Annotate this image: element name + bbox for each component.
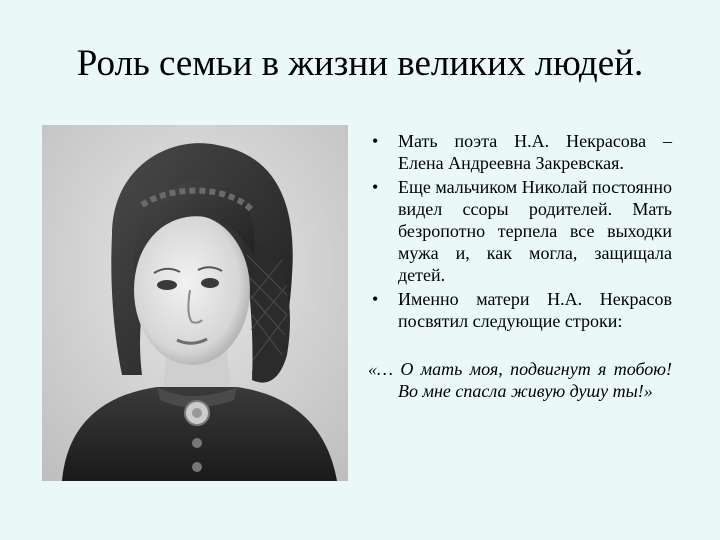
bullet-icon: •: [372, 131, 379, 151]
bullet-icon: •: [372, 289, 379, 309]
portrait-photo: [42, 125, 348, 481]
poem-quote: «… О мать моя, подвигнут я тобою! Во мне спасла живую душу ты!»: [368, 359, 672, 401]
slide-content: [368, 130, 672, 402]
bullet-icon: •: [372, 177, 379, 197]
bullet-item: [368, 288, 672, 332]
bullet-item: [368, 130, 672, 174]
portrait-icon: [42, 125, 348, 481]
bullet-item: [368, 176, 672, 286]
bullet-text: Именно матери Н.А. Некрасов посвятил следующие строки:: [398, 289, 672, 331]
slide-title: Роль семьи в жизни великих людей.: [76, 43, 644, 84]
bullet-text: Мать поэта Н.А. Некрасова – Елена Андреевна Закревская.: [398, 131, 672, 173]
bullet-list: [368, 130, 672, 332]
bullet-text: Еще мальчиком Николай постоянно видел ссоры родителей. Мать безропотно терпела все выходки мужа и, как могла, защищала детей.: [398, 177, 672, 285]
